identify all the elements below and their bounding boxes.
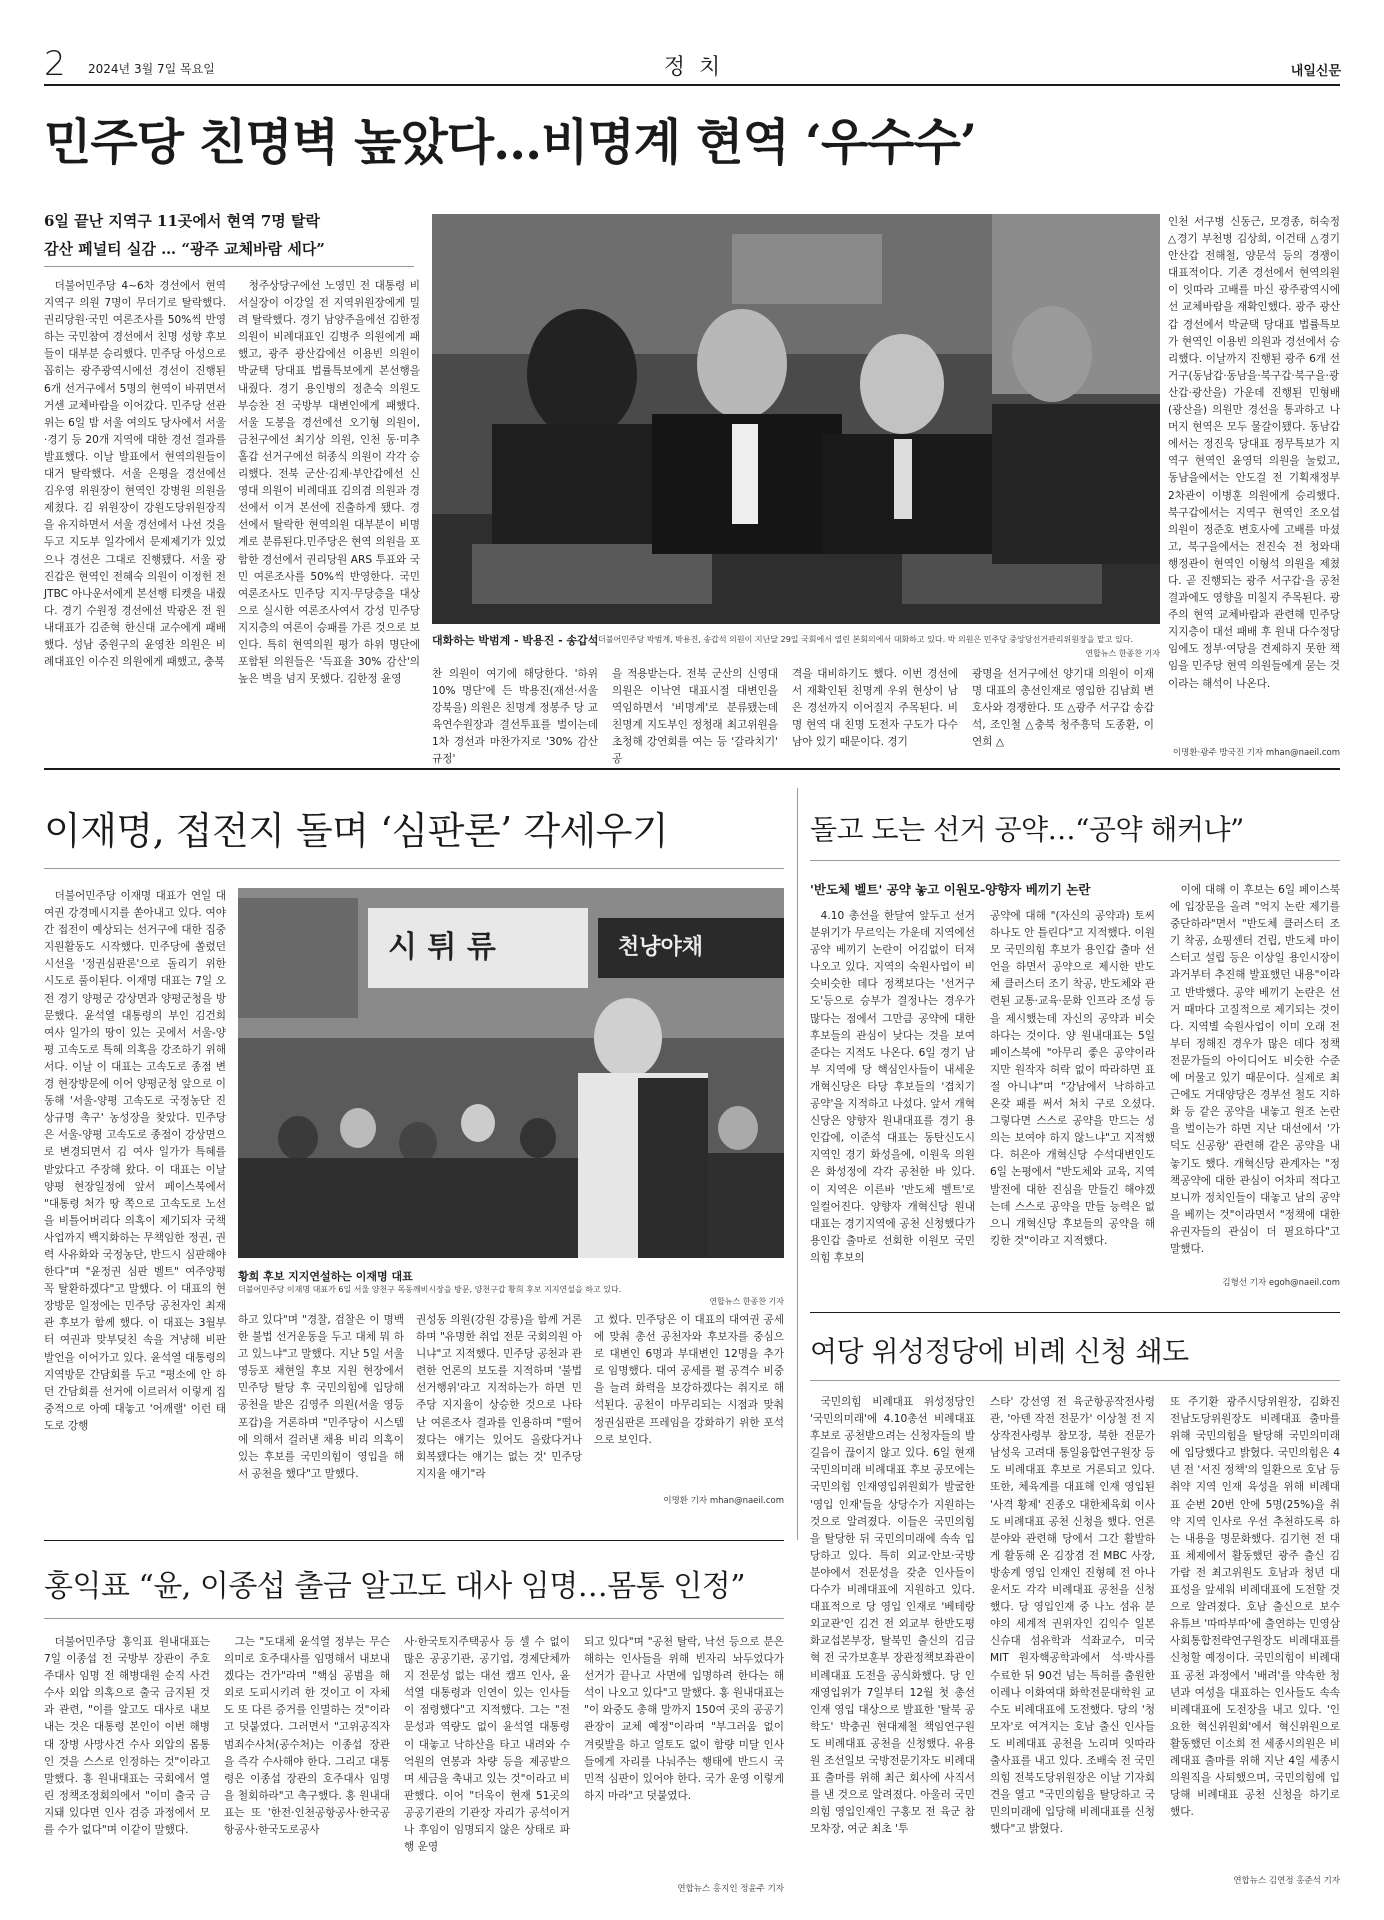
story-5-col4-text: 되고 있다"며 "공천 탈락, 낙선 등으로 분은해하는 인사들을 위해 빈자리 놔두었다가 선거가 끝나고 사면에 입명하려 한다는 해석이 나오고 있다"고 말했다. 홍 원내대표는 "이 와중도 총해 말까지 150여 곳의 공공기관장이 교체 예정"이라며 "부그러움 없이 겨릿발을 하고 얼토도 없이 함량 미달 인사들에게 자리를 나눠주는 행태에 반드시 국민적 심판이 있어야 한다. 국가 운영 이렇게 하지 마라"고 덧붙였다. <box>584 1636 784 1802</box>
story-5-col1-text: 더불어민주당 홍익표 원내대표는 7일 이종섭 전 국방부 장관이 주호주대사 임명 전 해병대원 순직 사건 수사 외압 의혹으로 출국 금지된 것과 관련, "이를 알고도 대사로 내보내는 것은 대통령 본인이 이번 해병대 장병 사망사건 수사 외압의 몸통인 것을 스스로 인정하는 것"이라고 말했다. 홍 원내대표는 국회에서 열린 정책조정회의에서 "이미 출국 금지돼 있다면 인사 검증 과정에서 모를 수가 없다"며 이같이 말했다. <box>44 1636 210 1837</box>
story-2-column-2 <box>238 1312 404 1508</box>
story-4-column-2 <box>990 1394 1155 1886</box>
story-1-photo-title: 대화하는 박범계 - 박용진 - 송갑석 <box>432 634 599 647</box>
story-1-col3b-text: 을 적용받는다. 전북 군산의 신영대 의원은 이낙연 대표시절 대변인을 역임하면서 '비명계'로 분류됐는데 친명계 지도부인 정청래 최고위원을 초청해 강연회를 여는 등 '갈라치기' 공 <box>612 668 778 766</box>
story-4-byline: 연합뉴스 김연정 홍준석 기자 <box>1233 1876 1340 1886</box>
story-3-column-3 <box>1170 882 1340 1272</box>
story-1-column-1 <box>44 278 226 758</box>
story-3-col3-text: 이에 대해 이 후보는 6일 페이스북에 입장문을 올려 "억지 논란 제기를 중단하라"면서 "반도체 클러스터 조기 착공, 쇼핑센터 건립, 반도체 마이스터고 설립 등은 이상일 용인시장이 과거부터 추진해 발표했던 내용"이라고 반박했다. 공약 베끼기 논란은 선거 때마다 고질적으로 제기되는 것이다. 지역별 숙원사업이 이미 오래 전부터 정해진 경우가 많은 데다 정책 전문가들의 아이디어도 비슷한 수준에 머물고 있기 때문이다. 실제로 최근에도 거대양당은 경부선 철도 지하화 등 같은 공약을 내놓고 원조 논란을 벌이는가 하면 지난 대선에서 '가덕도 신공항' 관련해 같은 공약을 내놓기도 했다. 개혁신당 관계자는 "정책공약에 대한 관심이 어차피 적다고 보니까 정치인들이 대놓고 남의 공약을 베끼는 것"이라면서 "정책에 대한 유권자들의 관심이 더 필요하다"고 말했다. <box>1170 884 1340 1255</box>
section-divider-3 <box>44 1540 784 1541</box>
story-2-col2-text: 하고 있다"며 "경찰, 검찰은 이 명백한 불법 선거운동을 두고 대체 뭐 하고 있느냐"고 말했다. 지난 5일 서울 영등포 채현일 후보 지원 현장에서 민주당 탈당 후 국민의힘에 입당해 공천을 받은 김영주 의원(서울 영등포갑)을 거론하며 "민주당이 시스템에 의해서 걸러낸 채용 비리 의혹이 있는 후보를 국민의힘이 영입을 해서 공천을 했다"고 말했다. <box>238 1314 404 1480</box>
story-1-column-3b <box>612 666 778 766</box>
story-4-col2-text: 스타' 강선영 전 육군항공작전사령관, '아덴 작전 전문가' 이상철 전 지상작전사령부 참모장, 북한 전문가 남성욱 고려대 통일융합연구원장 등도 비례대표 후보로 거론되고 있다. 또한, 체육계를 대표해 인재 영입된 '사격 황제' 진종오 대한체육회 이사도 비례대표 공천 신청을 했다. 언론 분야와 관련해 당에서 그간 활발하게 활동해 온 김장겸 전 MBC 사장, 방송계 영입 인재인 진형혜 전 아나운서도 각각 비례대표 공천을 신청했다. 당 영입인재 중 나노 섬유 분야의 세계적 권위자인 김익수 일본신슈대 섬유학과 석좌교수, 미국 MIT 원자핵공학과에서 석·박사를 수료한 뒤 90건 넘는 특허를 출원한 이레나 이화여대 화학전문대학원 교수도 비례대표에 도전했다. 당의 '청모자'로 여겨지는 호남 출신 인사들도 비례대표 공천을 노리며 잇따라 출사표를 내고 있다. 조배숙 전 국민의힘 전북도당위원장은 이날 기자회견을 열고 "국민의힘을 탈당하고 국민의미래에 입당해 비례대표를 신청했다"고 밝혔다. <box>990 1396 1155 1836</box>
story-1-column-2 <box>238 278 420 758</box>
section-divider-1 <box>44 768 1340 770</box>
story-1-subheading-2: 감산 페널티 실감 … “광주 교체바람 세다” <box>44 240 325 258</box>
story-2-headline: 이재명, 접전지 돌며 ‘심판론’ 각세우기 <box>44 809 669 853</box>
story-4-col3-text: 또 주기환 광주시당위원장, 김화진 전남도당위원장도 비례대표 출마를 위해 국민의힘을 탈당해 국민의미래에 입당했다고 밝혔다. 국민의힘은 4년 전 '서진 정책'의 일환으로 호남 등 취약 지역 인재 육성을 위해 비례대표 순번 20번 안에 5명(25%)을 취약 지역 인사로 우선 추천하도록 하는 내용을 명문화했다. 김기현 전 대표 체제에서 활동했던 광주 출신 김가람 전 최고위원도 호남과 청년 대표성을 앞세워 비례대표에 도전할 것으로 알려졌다. 호남 출신으로 보수 유튜브 '따따부따'에 출연하는 민영삼 사회통합전략연구원장도 비례대표를 신청할 예정이다. 국민의힘이 비례대표 공천 과정에서 '배려'를 약속한 청년과 여성을 대표하는 인사들도 속속 비례대표에 도전장을 내고 있다. '인요한 혁신위원회'에서 혁신위원으로 활동했던 이소희 전 세종시의원은 비례대표 출마를 위해 지난 4일 세종시의원직을 사퇴했으며, 국민의힘에 입당해 비례대표 공천 신청을 하기로 했다. <box>1170 1396 1340 1819</box>
story-1-headline: 민주당 친명벽 높았다…비명계 현역 ‘우수수’ <box>44 113 977 171</box>
newspaper-name: 내일신문 <box>1290 64 1341 79</box>
story-3-subheading: '반도체 벨트' 공약 놓고 이원모-양향자 베끼기 논란 <box>810 882 1091 897</box>
story-5-col2-text: 그는 "도대체 윤석열 정부는 무슨 의미로 호주대사를 임명해서 내보내겠다는 건가"라며 "핵심 공범을 해외로 도피시키려 한 것이고 이 자체도 또 다른 증거를 인멸하는 것"이라고 덧붙였다. 그러면서 "고위공직자범죄수사처(공수처)는 이종섭 장관을 즉각 수사해야 한다. 그리고 대통령은 이종섭 장관의 호주대사 임명을 철회하라"고 촉구했다. 홍 원내대표는 또 '한전·인천공항공사·한국공항공사·한국도로공사 <box>224 1636 390 1837</box>
story-5-headline-rule <box>44 1618 784 1619</box>
section-divider-2 <box>810 1312 1340 1313</box>
story-3-byline: 김형선 기자 egoh@naeil.com <box>1222 1278 1340 1288</box>
story-5-column-1 <box>44 1634 210 1896</box>
story-4-column-3 <box>1170 1394 1340 1870</box>
story-2-photo-description: 더불어민주당 이재명 대표가 6일 서울 양천구 목동깨비시장을 방문, 양천구갑 황희 후보 지지연설을 하고 있다. <box>238 1285 622 1294</box>
story-4-headline: 여당 위성정당에 비례 신청 쇄도 <box>810 1335 1189 1368</box>
page-number: 2 <box>44 44 66 84</box>
story-3-col1-text: 4.10 총선을 한달여 앞두고 선거 분위기가 무르익는 가운데 지역에선 공약 베끼기 논란이 어김없이 터져나오고 있다. 지역의 숙원사업이 비슷비슷한 데다 정책보다는 '선거구도'등으로 승부가 결정나는 경우가 많다는 점에서 그만큼 공약에 대한 후보들의 관심이 낮다는 것을 보여준다는 지적도 나온다. 6일 경기 남부 지역에 당 핵심인사들이 내세운 개혁신당은 타당 후보들의 '겹치기 공약'을 지적하고 나섰다. 앞서 개혁신당은 양향자 원내대표를 경기 용인갑에, 이준석 대표는 동탄신도시 지역인 경기 화성을에, 이원욱 의원은 화성정에 각각 공천한 바 있다. 이 지역은 이른바 '반도체 벨트'로 일컬어진다. 양향자 개혁신당 원내대표는 경기지역에 공천 신청했다가 용인갑 출마로 선회한 이원모 국민의힘 후보의 <box>810 910 975 1264</box>
story-5-col3-text: 사·한국토지주택공사 등 셀 수 없이 많은 공공기관, 공기업, 경제단체까지 전문성 없는 대선 캠프 인사, 윤석열 대통령과 인연이 있는 인사들이 점령했다"고 지적했다. 그는 "전문성과 역량도 없이 윤석열 대통령이 대놓고 낙하산을 타고 내려와 수억원의 연봉과 차량 등을 제공받으며 세금을 축내고 있는 것"이라고 비판했다. 이어 "더욱이 현재 51곳의 공공기관의 기관장 자리가 공석이거나 후임이 임명되지 않은 상태로 파행 운영 <box>404 1636 570 1854</box>
story-2-col4-text: 고 썼다. 민주당은 이 대표의 대여권 공세에 맞춰 총선 공천자와 후보자를 중심으로 대변인 6명과 부대변인 12명을 추가로 임명했다. 대여 공세를 펼 공격수 비중을 늘려 화력을 보강하겠다는 취지로 해석된다. 공천이 마무리되는 시점과 맞춰 정권심판론 프레임을 강화하기 위한 포석으로 보인다. <box>594 1314 784 1446</box>
market-sign-text-2: 천냥야채 <box>618 934 704 960</box>
story-5-byline: 연합뉴스 홍지인 정윤주 기자 <box>677 1884 784 1894</box>
section-name: 정 치 <box>663 55 721 80</box>
story-1-photo <box>432 214 1160 624</box>
story-3-headline: 돌고 도는 선거 공약…“공약 해커냐” <box>810 813 1244 846</box>
story-5-headline: 홍익표 “윤, 이종섭 출금 알고도 대사 임명…몸통 인정” <box>44 1569 746 1604</box>
story-2-column-4 <box>594 1312 784 1492</box>
vertical-divider <box>797 788 798 1540</box>
story-1-byline: 이명환·광주 방국진 기자 mhan@naeil.com <box>1172 748 1340 758</box>
story-1-subheading-1: 6일 끝난 지역구 11곳에서 현역 7명 탈락 <box>44 212 320 230</box>
story-4-col1-text: 국민의힘 비례대표 위성정당인 '국민의미래'에 4.10총선 비례대표 후보로 공천받으려는 신청자들의 발길음이 끊이지 않고 있다. 6일 현재 국민의미래 비례대표 후보 공모에는 국민의힘 인재영입위원회가 발굴한 '영입 인재'들을 상당수가 지원하는 것으로 알려졌다. 이들은 국민의힘을 탈당한 뒤 국민의미래에 속속 입당하고 있다. 특히 외교·안보·국방 분야에서 전문성을 갖춘 인사들이 다수가 비례대표에 지원하고 있다. 대표적으로 당 영입 인재로 '베테랑 외교관'인 김건 전 외교부 한반도평화교섭본부장, 탈북민 출신의 김금혁 전 국가보훈부 장관정책보좌관이 비례대표 도전을 공식화했다. 당 인재영입위가 7일부터 12월 첫 총선 인재 영입 대상으로 발표한 '탈북 공학도' 박충권 현대제철 책임연구원도 비례대표 공천을 신청했다. 유용원 조선일보 국방전문기자도 비례대표 출마를 위해 최근 회사에 사직서를 낸 것으로 알려졌다. 아울러 국민의힘 영입인재인 구홍모 전 육군 참모차장, 여군 최초 '투 <box>810 1396 975 1836</box>
story-1-photo-credit: 연합뉴스 한종찬 기자 <box>1085 649 1160 658</box>
story-1-photo-description: 더불어민주당 박범계, 박용진, 송갑석 의원이 지난달 29일 국회에서 열린 본회의에서 대화하고 있다. 박 의원은 민주당 중앙당선거관리위원장을 맡고 있다. <box>598 635 1133 644</box>
story-4-headline-rule <box>810 1380 1340 1381</box>
story-1-col4-text: 인천 서구병 신동근, 모경종, 허숙정 △경기 부천병 김상희, 이건태 △경기 안산갑 전해철, 양문석 등의 경쟁이 대표적이다. 기존 경선에서 현역의원이 잇따라 고배를 마신 광주광역시에선 교체바람을 재확인했다. 광주 광산갑 경선에서 박균택 당대표 법률특보가 현역인 이용빈 의원과 경선에서 승리했다. 이날까지 진행된 광주 6개 선거구(동남갑·동남을·북구갑·북구을·광산갑·광산을) 가운데 진행된 민형배(광산을) 의원만 경선을 통과하고 나머지 현역은 모두 물갈이됐다. 동남갑 에서는 정진욱 당대표 정무특보가 지역구 현역인 윤영덕 의원을 눌렀고, 동남을에서는 안도걸 전 기획재정부 2차관이 이병훈 의원에게 승리했다. 북구갑에서는 지역구 현역인 조오섭 의원이 정준호 변호사에 고배를 마셨고, 북구을에서는 전진숙 전 청와대 행정관이 현역인 이형석 의원을 제쳤다. 곧 진행되는 광주 서구갑·을 공천결과에도 영향을 미칠지 주목된다. 광주의 현역 교체바람과 관련해 민주당 지지층이 대선 패배 후 원내 다수정당임에도 정부·여당을 견제하지 못한 책임을 민주당 현역 의원들에게 묻는 것이라는 해석이 나온다. <box>1168 216 1340 690</box>
story-2-headline-rule <box>44 868 784 869</box>
story-2-photo-credit: 연합뉴스 한종찬 기자 <box>709 1297 784 1306</box>
masthead-rule <box>44 84 1340 86</box>
story-2-photo-title: 황희 후보 지지연설하는 이재명 대표 <box>238 1270 413 1283</box>
meeting-photo-illustration <box>432 214 1160 624</box>
story-1-column-4 <box>1168 214 1340 744</box>
story-3-column-2 <box>990 908 1155 1288</box>
story-2-photo <box>238 888 784 1258</box>
story-3-col2-text: 공약에 대해 "(자신의 공약과) 토씨 하나도 안 틀린다"고 지적했다. 이원모 국민의힘 후보가 용인갑 출마 선언을 하면서 공약으로 제시한 반도체 클러스터 조기 착공, 반도체와 관련된 교통·교육·문화 인프라 조성 등을 제시했는데 자신의 공약과 비슷하다는 것이다. 양 원내대표는 5일 페이스북에 "아무리 좋은 공약이라지만 원작자 허락 없이 따라하면 표절 아니냐"며 "강남에서 낙하하고 온갖 패를 써서 처치 구로 오셨다. 그렇다면 스스로 공약을 만드는 성의는 보여야 하지 않느냐"고 지적했다. 허은아 개혁신당 수석대변인도 6일 논평에서 "반도체와 교육, 지역발전에 대한 진심을 만들긴 해야겠는데 스스로 공약을 만들 능력은 없으니 개혁신당 후보들의 공약을 해킹한 것"이라고 지적했다. <box>990 910 1155 1247</box>
story-2-column-3 <box>416 1312 582 1508</box>
issue-date: 2024년 3월 7일 목요일 <box>88 62 215 76</box>
story-5-column-3 <box>404 1634 570 1896</box>
story-1-column-3a <box>432 666 598 766</box>
story-3-headline-rule <box>810 860 1340 861</box>
story-4-column-1 <box>810 1394 975 1886</box>
story-1-column-3d <box>972 666 1154 752</box>
story-2-col1-text: 더불어민주당 이재명 대표가 연일 대여권 강경메시지를 쏟아내고 있다. 여야간 접전이 예상되는 선거구에 대한 집중지원활동도 시작했다. 민주당에 쏠렸던 시선을 '정권심판론'으로 돌리기 위한 시도로 풀이된다. 이재명 대표는 7일 오전 경기 양평군 강상면과 양평군청을 방문했다. 윤석열 대통령의 부인 김건희 여사 일가의 땅이 있는 곳에서 서울-양평 고속도로 특혜 의혹을 강조하기 위해서다. 이날 이 대표는 고속도로 종점 변경 현장방문에 이어 양평군청 앞으로 이동해 '서울-양평 고속도로 국정농단 진상규명 촉구' 농성장을 찾았다. 민주당은 서울-양평 고속도로 종점이 강상면으로 변경되면서 김 여사 일가가 특혜를 받았다고 주장해 왔다. 이 대표는 이날 양평 현장일정에 앞서 페이스북에서 "대통령 처가 땅 쪽으로 고속도로 노선을 비틀어버리다 의혹이 제기되자 국책사업까지 백지화하는 무책임한 정권, 권력 사유화와 국정농단, 반드시 심판해야 한다"며 "윤정권 심판 벨트" 여주양평 꼭 탈환하겠다"고 말했다. 이 대표의 현장방문 일정에는 민주당 공천자인 최재관 후보가 함께 했다. 이 대표는 3월부터 여권과 맞부딪친 속을 겨냥해 비판 발언을 이어가고 있다. 윤석열 대통령의 지역방문 간담회를 두고 "평소에 안 하던 간담회를 선거에 이르러서 이렇게 집중적으로 아예 대놓고 '어깨랠' 이런 태도로 강행 <box>44 890 226 1432</box>
market-sign-text: 시 튀 류 <box>388 930 496 965</box>
story-2-col3-text: 권성동 의원(강원 강릉)을 함께 거론하며 "유명한 취업 전문 국회의원 아니냐"고 지적했다. 민주당 공천과 관련한 언론의 보도를 지적하며 '불법 선거행위'라고 지적하는가 하면 민주당 지지율이 상승한 것으로 나타난 여론조사 결과를 인용하며 "떨어졌다는 얘기는 있어도 올랐다거나 회복됐다는 얘기는 없는 것' 민주당 지지율 얘기"라 <box>416 1314 582 1480</box>
story-5-column-2 <box>224 1634 390 1896</box>
story-5-column-4 <box>584 1634 784 1880</box>
story-1-col3a-text: 찬 의원이 여기에 해당한다. '하위 10% 명단'에 든 박용진(재선·서울 강북을) 의원은 친명계 정봉주 당 교육연수원장과 결선투표를 벌이는데 1차 경선과 마찬가지로 '30% 감산 규정' <box>432 668 598 766</box>
story-3-column-1 <box>810 908 975 1288</box>
story-1-col1-text: 더불어민주당 4~6차 경선에서 현역 지역구 의원 7명이 무더기로 탈락했다. 권리당원·국민 여론조사를 50%씩 반영하는 국민참여 경선에서 친명 성향 후보들이 대부분 승리했다. 민주당 아성으로 꼽히는 광주광역시에선 경선이 진행된 6개 선거구에서 5명의 현역이 바뀌면서 거센 교체바람을 이어갔다. 민주당 선관위는 6일 밤 서울 여의도 당사에서 서울·경기 등 20개 지역에 대한 경선 결과를 발표했다. 이날 발표에서 현역의원들이 대거 탈락했다. 서울 은평을 경선에선 김우영 위원장이 현역인 강병원 의원을 제쳤다. 김 위원장이 강원도당위원장직을 유지하면서 서울 경선에서 나선 것을 두고 지도부 일각에서 문제제기가 있었으나 경선은 그대로 진행됐다. 서울 광진갑은 현역인 전혜숙 의원이 이정헌 전 JTBC 아나운서에게 본선행 티켓을 내줬다. 경기 수원정 경선에선 박광온 전 원내대표가 김준혁 한신대 교수에게 패배했다. 성남 중원구의 윤영찬 의원은 비례대표인 이수진 의원에게 패했고, 충북 <box>44 280 226 669</box>
story-1-sub-rule <box>44 266 414 267</box>
story-2-column-1 <box>44 888 226 1508</box>
story-2-byline: 이명환 기자 mhan@naeil.com <box>663 1496 784 1506</box>
story-1-col3d-text: 광명을 선거구에선 양기대 의원이 이재명 대표의 총선인재로 영입한 김남희 변호사와 경쟁한다. 또 △광주 서구갑 송갑석, 조인철 △충북 청주흥덕 도종환, 이연희 △ <box>972 668 1154 749</box>
story-1-col3c-text: 격을 대비하기도 했다. 이번 경선에서 재확인된 친명계 우위 현상이 남은 경선까지 이어질지 주목된다. 비명 현역 대 친명 도전자 구도가 다수 남아 있기 때문이다. 경기 <box>792 668 958 749</box>
story-1-col2-text: 청주상당구에선 노영민 전 대통령 비서실장이 이강일 전 지역위원장에게 밀려 탈락했다. 경기 남양주을에선 김한정 의원이 비례대표인 김병주 의원에게 패했고, 광주 광산갑에선 이용빈 의원이 박균택 당대표 법률특보에게 본선행을 내줬다. 경기 용인병의 정춘숙 의원도 부승찬 전 국방부 대변인에게 패했다. 서울 도봉을 경선에선 오기형 의원이, 금천구에선 최기상 의원, 인천 동·미추홀갑 선거구에선 허종식 의원이 각각 승리했다. 전북 군산·김제·부안갑에선 신영대 의원이 비례대표 김의겸 의원과 경선에서 이겨 본선에 진출하게 됐다. 경선에서 탈락한 현역의원 대부분이 비명계로 분류된다.민주당은 현역 의원을 포함한 경선에서 권리당원 ARS 투표와 국민 여론조사를 50%씩 반영한다. 국민여론조사도 민주당 지지·무당층을 대상으로 실시한 여론조사여서 강성 민주당 지지층의 여론이 승패를 가른 것으로 보인다. 특히 현역의원 평가 하위 명단에 포함된 의원들은 '득표율 30% 감산'의 높은 벽을 넘지 못했다. 김한정 윤영 <box>238 280 420 686</box>
story-1-column-3c <box>792 666 958 752</box>
